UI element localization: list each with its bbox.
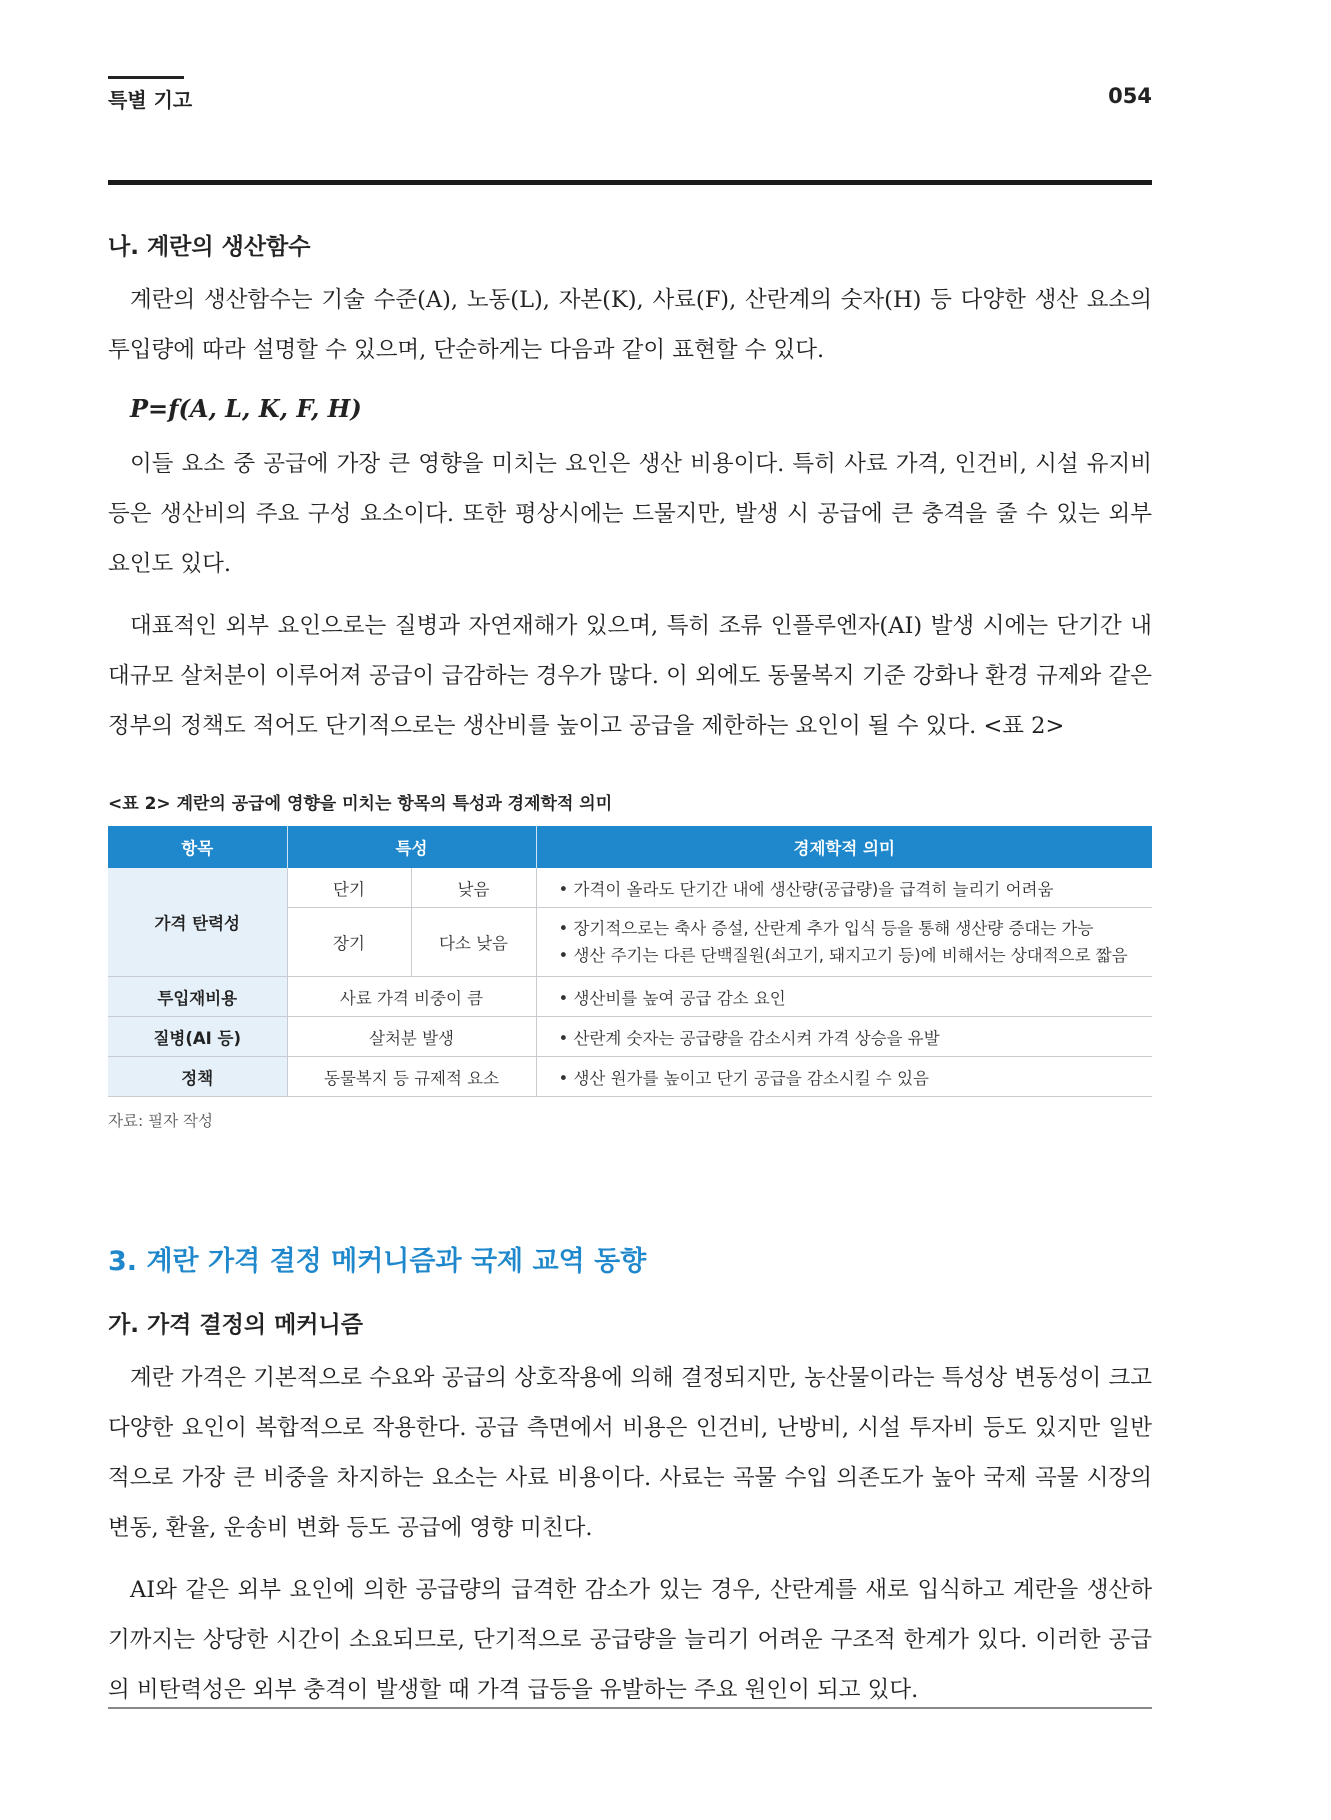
page-content (108, 228, 1152, 1727)
meaning-line: • 장기적으로는 축사 증설, 산란계 추가 입식 등을 통해 생산량 증대는 가능 (558, 919, 1094, 939)
running-head: 특별 기고 (108, 88, 193, 112)
meaning-line: • 생산 주기는 다른 단백질원(쇠고기, 돼지고기 등)에 비해서는 상대적으로 짧음 (558, 946, 1128, 966)
paragraph: AI와 같은 외부 요인에 의한 공급량의 급격한 감소가 있는 경우, 산란계를 새로 입식하고 계란을 생산하기까지는 상당한 시간이 소요되므로, 단기적으로 공급량을 늘리기 어려운 구조적 한계가 있다. 이러한 공급의 비탄력성은 외부 충격이 발생할 때 가격 급등을 유발하는 주요 원인이 되고 있다. (108, 1577, 1152, 1703)
paragraph: 대표적인 외부 요인으로는 질병과 자연재해가 있으며, 특히 조류 인플루엔자(AI) 발생 시에는 단기간 내 대규모 살처분이 이루어져 공급이 급감하는 경우가 많다. 이 외에도 동물복지 기준 강화나 환경 규제와 같은 정부의 정책도 적어도 단기적으로는 생산비를 높이고 공급을 제한하는 요인이 될 수 있다. <표 2> (108, 613, 1152, 739)
table-row (108, 1057, 1152, 1097)
section-title: 3. 계란 가격 결정 메커니즘과 국제 교역 동향 (108, 1246, 647, 1277)
row-label: 질병(AI 등) (108, 1017, 287, 1057)
cell-meaning: • 산란계 숫자는 공급량을 감소시켜 가격 상승을 유발 (536, 1017, 1152, 1057)
cell-short-term: 단기 (287, 868, 411, 908)
header-trait: 특성 (287, 826, 536, 868)
table-caption: <표 2> 계란의 공급에 영향을 미치는 항목의 특성과 경제학적 의미 (108, 794, 613, 814)
cell-short-value: 낮음 (411, 868, 536, 908)
row-label: 정책 (108, 1057, 287, 1097)
table-row (108, 868, 1152, 908)
page-number: 054 (1108, 84, 1152, 108)
supply-factors-table (108, 826, 1152, 1097)
table-header-row (108, 826, 1152, 868)
header-item: 항목 (108, 826, 287, 868)
table-row (108, 977, 1152, 1017)
paragraph: 계란의 생산함수는 기술 수준(A), 노동(L), 자본(K), 사료(F), 산란계의 숫자(H) 등 다양한 생산 요소의 투입량에 따라 설명할 수 있으며, 단순하게는 다음과 같이 표현할 수 있다. (108, 287, 1152, 363)
cell-meaning: • 생산 원가를 높이고 단기 공급을 감소시킬 수 있음 (536, 1057, 1152, 1097)
table-row (108, 1017, 1152, 1057)
cell-short-meaning: • 가격이 올라도 단기간 내에 생산량(공급량)을 급격히 늘리기 어려움 (536, 868, 1152, 908)
subsection-heading-price-mechanism: 가. 가격 결정의 메커니즘 (108, 1312, 363, 1338)
row-label: 투입재비용 (108, 977, 287, 1017)
paragraph: 이들 요소 중 공급에 가장 큰 영향을 미치는 요인은 생산 비용이다. 특히 사료 가격, 인건비, 시설 유지비 등은 생산비의 주요 구성 요소이다. 또한 평상시에는 드물지만, 발생 시 공급에 큰 충격을 줄 수 있는 외부 요인도 있다. (108, 451, 1152, 577)
table-source: 자료: 필자 작성 (108, 1112, 213, 1130)
cell-long-meaning (536, 908, 1152, 977)
header-accent-rule (108, 76, 184, 79)
section-heading-production-function: 나. 계란의 생산함수 (108, 234, 311, 260)
cell-meaning: • 생산비를 높여 공급 감소 요인 (536, 977, 1152, 1017)
cell-trait: 살처분 발생 (287, 1017, 536, 1057)
header-economic-meaning: 경제학적 의미 (536, 826, 1152, 868)
row-label-price-elasticity: 가격 탄력성 (108, 868, 287, 977)
production-formula: P=f(A, L, K, F, H) (130, 394, 362, 423)
cell-trait: 사료 가격 비중이 큼 (287, 977, 536, 1017)
cell-long-value: 다소 낮음 (411, 908, 536, 977)
cell-trait: 동물복지 등 규제적 요소 (287, 1057, 536, 1097)
footer-divider (108, 1707, 1152, 1709)
paragraph: 계란 가격은 기본적으로 수요와 공급의 상호작용에 의해 결정되지만, 농산물이라는 특성상 변동성이 크고 다양한 요인이 복합적으로 작용한다. 공급 측면에서 비용은 인건비, 난방비, 시설 투자비 등도 있지만 일반적으로 가장 큰 비중을 차지하는 요소는 사료 비용이다. 사료는 곡물 수입 의존도가 높아 국제 곡물 시장의 변동, 환율, 운송비 변화 등도 공급에 영향 미친다. (108, 1365, 1152, 1541)
header-divider (108, 180, 1152, 185)
cell-long-term: 장기 (287, 908, 411, 977)
